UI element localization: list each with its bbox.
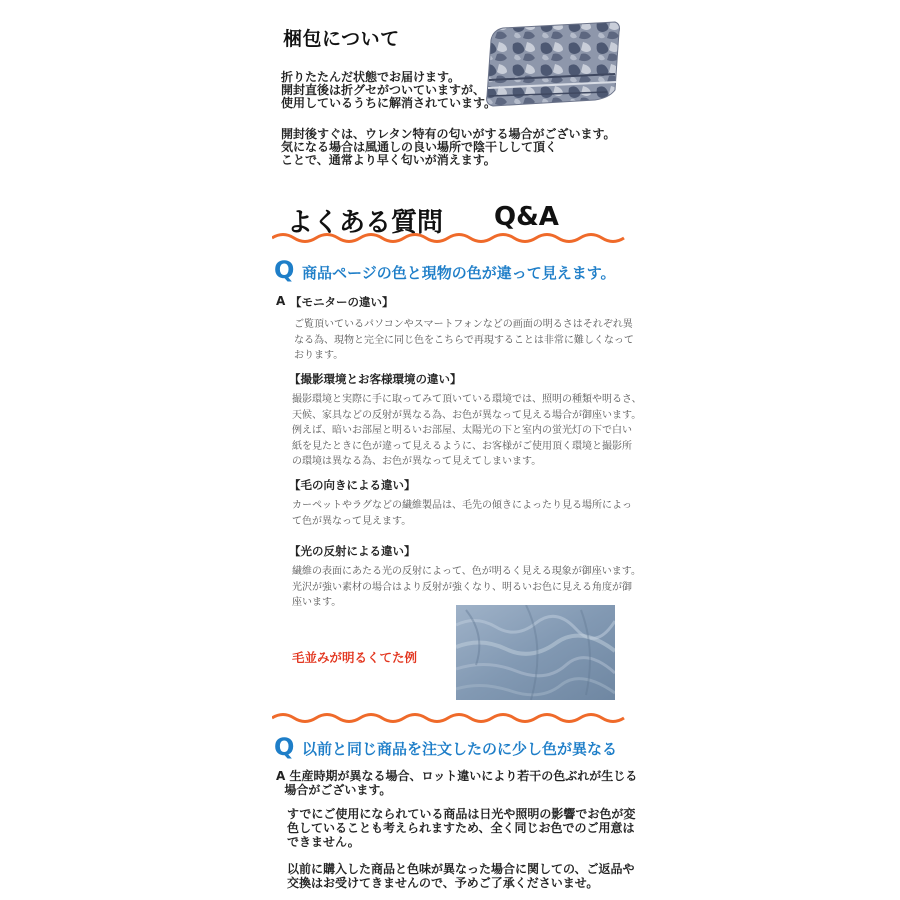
question-1: 商品ページの色と現物の色が違って見えます。 (302, 264, 616, 282)
faq-title: よくある質問 (287, 208, 444, 238)
text-line: 気になる場合は風通しの良い場所で陰干しして頂く (281, 140, 558, 154)
text-line: 使用しているうちに解消されています。 (281, 96, 497, 110)
text-line: 交換はお受けてきませんので、予めご了承くださいませ。 (287, 876, 599, 890)
answer-2-paragraph-3 (287, 862, 635, 890)
text-line: できません。 (287, 835, 360, 849)
section-body-monitor (294, 317, 634, 364)
text-line: カーペットやラグなどの繊維製品は、毛先の傾きによったり見る場所によっ (292, 500, 632, 511)
q-mark: Q (274, 256, 295, 284)
text-line: 繊維の表面にあたる光の反射によって、色が明るく見える現象が御座います。 (292, 566, 641, 577)
text-line: 紙を見たときに色が違って見えるように、お客様がご使用頂く環境と撮影所 (292, 440, 632, 452)
text-line: 開封直後は折グセがついていますが、 (281, 83, 486, 97)
text-line: 以前に購入した商品と色味が異なった場合に関しての、ご返品や (287, 862, 635, 876)
text-line: なる為、現物と完全に同じ色をこちらで再現することは非常に難しくなって (294, 334, 634, 346)
a-mark: A (276, 294, 286, 308)
section-heading-reflection: 【光の反射による違い】 (289, 544, 416, 558)
section-body-pile (292, 498, 632, 529)
section-body-reflection (292, 564, 641, 611)
text-line: て色が異なって見えます。 (292, 515, 412, 527)
text-line: A 生産時期が異なる場合、ロット違いにより若干の色ぶれが生じる (276, 769, 638, 783)
text-line: 色していることも考えられますため、全く同じお色でのご用意は (287, 821, 635, 835)
text-line: すでにご使用になられている商品は日光や照明の影響でお色が変 (287, 807, 636, 821)
text-line: 例えば、暗いお部屋と明るいお部屋、太陽光の下と室内の蛍光灯の下で白い (292, 425, 632, 436)
text-line: ご覧頂いているパソコンやスマートフォンなどの画面の明るさはそれぞれ異 (294, 319, 633, 330)
packaging-paragraph-1 (281, 71, 621, 110)
text-line: 座います。 (292, 597, 342, 608)
text-line: 折りたたんだ状態でお届けます。 (281, 70, 461, 84)
section-heading-pile: 【毛の向きによる違い】 (289, 478, 416, 492)
text-line: の環境は異なる為、お色が異なって見えてしまいます。 (292, 456, 542, 467)
packaging-paragraph-2 (281, 128, 621, 167)
answer-2-paragraph-1 (276, 769, 637, 797)
q-mark: Q (274, 733, 295, 761)
text-line: 光沢が強い素材の場合はより反射が強くなり、明るいお色に見える角度が御 (292, 581, 632, 593)
text-line: 天候、家具などの反射が異なる為、お色が異なって見える場合が御座います。 (292, 409, 642, 421)
wave-divider (272, 231, 626, 245)
wave-divider (272, 711, 626, 725)
section-heading-environment: 【撮影環境とお客様環境の違い】 (289, 372, 462, 386)
fur-example-label: 毛並みが明るくてた例 (292, 650, 418, 665)
section-body-environment (292, 392, 642, 470)
answer-2-paragraph-2 (287, 807, 635, 849)
text-line: 場合がございます。 (276, 783, 392, 797)
fur-texture-image (456, 605, 615, 700)
section-heading-monitor: 【モニターの違い】 (290, 295, 394, 309)
packaging-title: 梱包について (283, 28, 400, 50)
question-2: 以前と同じ商品を注文したのに少し色が異なる (302, 740, 618, 758)
text-line: ことで、通常より早く匂いが消えます。 (281, 153, 496, 167)
text-line: 開封後すぐは、ウレタン特有の匂いがする場合がございます。 (281, 127, 616, 141)
text-line: 撮影環境と実際に手に取ってみて頂いている環境では、照明の種類や明るさ、 (292, 394, 642, 405)
text-line: おります。 (294, 350, 344, 361)
faq-qa-label: Q&A (494, 202, 559, 232)
